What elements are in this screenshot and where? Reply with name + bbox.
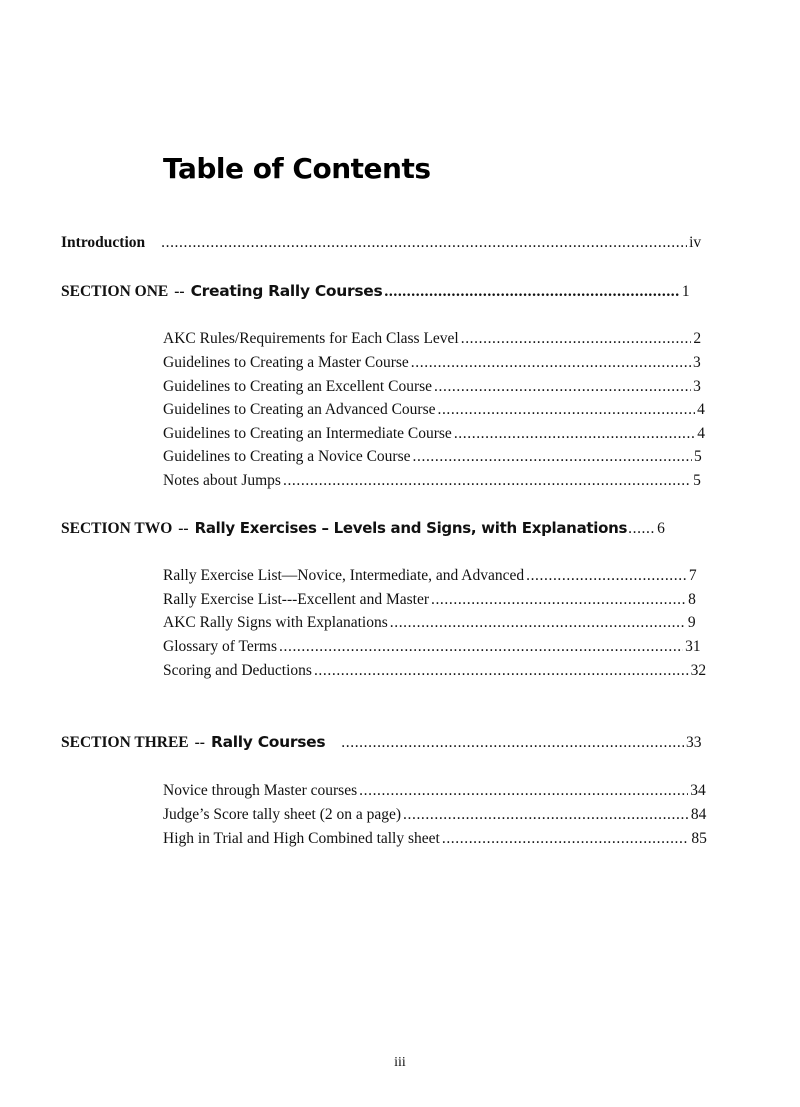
toc-page: 32 <box>690 662 707 679</box>
toc-label: Glossary of Terms <box>163 638 278 655</box>
dot-leader <box>161 234 687 252</box>
toc-label: AKC Rules/Requirements for Each Class Level <box>163 330 459 347</box>
toc-page: 7 <box>688 567 697 584</box>
toc-entry[interactable] <box>163 448 702 470</box>
toc-page: 9 <box>687 614 696 631</box>
toc-entry[interactable] <box>163 830 707 852</box>
toc-entry-introduction[interactable] <box>61 234 702 256</box>
toc-page: 5 <box>693 448 702 465</box>
toc-page: 8 <box>688 591 696 608</box>
toc-page: 1 <box>681 283 690 300</box>
section-name: Creating Rally Courses <box>190 282 383 300</box>
dot-leader <box>403 806 689 824</box>
toc-label: AKC Rally Signs with Explanations <box>163 614 388 631</box>
toc-label: Introduction <box>61 234 146 251</box>
toc-entry[interactable] <box>163 354 701 376</box>
section-label: SECTION ONE <box>61 283 169 300</box>
dot-leader <box>390 614 686 632</box>
toc-entry[interactable] <box>163 806 707 828</box>
toc-page: 5 <box>693 472 701 489</box>
toc-label: Rally Exercise List—Novice, Intermediate, and Advanced <box>163 567 525 584</box>
toc-label: Scoring and Deductions <box>163 662 312 679</box>
dot-leader <box>384 283 679 301</box>
toc-entry[interactable] <box>163 425 706 447</box>
dot-leader <box>413 448 692 466</box>
toc-page: 33 <box>686 734 702 751</box>
toc-label: Judge’s Score tally sheet (2 on a page) <box>163 806 402 823</box>
section-dash: -- <box>174 283 185 300</box>
dot-leader <box>526 567 687 585</box>
dot-leader <box>434 378 691 396</box>
toc-page: 3 <box>692 354 701 371</box>
toc-page: 85 <box>691 830 707 847</box>
toc-page: 34 <box>690 782 706 799</box>
dot-leader <box>431 591 686 609</box>
dot-leader <box>628 520 656 538</box>
toc-entry[interactable] <box>163 401 705 423</box>
toc-entry[interactable] <box>163 378 701 400</box>
toc-page: 84 <box>690 806 707 823</box>
toc-label: Guidelines to Creating an Excellent Course <box>163 378 433 395</box>
dot-leader <box>341 734 684 752</box>
dot-leader <box>314 662 689 680</box>
section-label: SECTION THREE <box>61 734 189 751</box>
dot-leader <box>279 638 683 656</box>
toc-label: Notes about Jumps <box>163 472 281 489</box>
toc-entry[interactable] <box>163 662 707 684</box>
toc-section-three[interactable] <box>61 733 702 755</box>
toc-entry[interactable] <box>163 330 702 352</box>
toc-entry[interactable] <box>163 567 697 589</box>
toc-page: 4 <box>697 401 705 418</box>
dot-leader <box>359 782 688 800</box>
section-name: Rally Exercises – Levels and Signs, with Explanations <box>194 519 628 537</box>
dot-leader <box>461 330 692 348</box>
toc-page: iv <box>689 234 702 251</box>
section-name: Rally Courses <box>210 733 326 751</box>
toc-entry[interactable] <box>163 638 701 660</box>
toc-entry[interactable] <box>163 472 701 494</box>
toc-label: High in Trial and High Combined tally sheet <box>163 830 440 847</box>
dot-leader <box>437 401 695 419</box>
dot-leader <box>283 472 691 490</box>
toc-label: Guidelines to Creating a Novice Course <box>163 448 411 465</box>
toc-page: 2 <box>693 330 702 347</box>
toc-entry[interactable] <box>163 591 696 613</box>
toc-label: Guidelines to Creating a Master Course <box>163 354 409 371</box>
toc-page: 4 <box>697 425 706 442</box>
section-dash: -- <box>194 734 205 751</box>
toc-label: Guidelines to Creating an Intermediate Course <box>163 425 452 442</box>
dot-leader <box>454 425 695 443</box>
page-number: iii <box>394 1055 406 1070</box>
section-dash: -- <box>178 520 189 537</box>
toc-label: Novice through Master courses <box>163 782 358 799</box>
page-title: Table of Contents <box>163 152 431 185</box>
toc-label: Guidelines to Creating an Advanced Course <box>163 401 436 418</box>
dot-leader <box>442 830 690 848</box>
toc-page: 31 <box>685 638 701 655</box>
toc-entry[interactable] <box>163 614 696 636</box>
toc-section-one[interactable] <box>61 282 690 304</box>
section-label: SECTION TWO <box>61 520 173 537</box>
toc-label: Rally Exercise List---Excellent and Master <box>163 591 429 608</box>
toc-section-two[interactable] <box>61 519 688 541</box>
dot-leader <box>411 354 691 372</box>
toc-page: 3 <box>693 378 701 395</box>
toc-page: 6 <box>657 520 665 537</box>
toc-entry[interactable] <box>163 782 706 804</box>
